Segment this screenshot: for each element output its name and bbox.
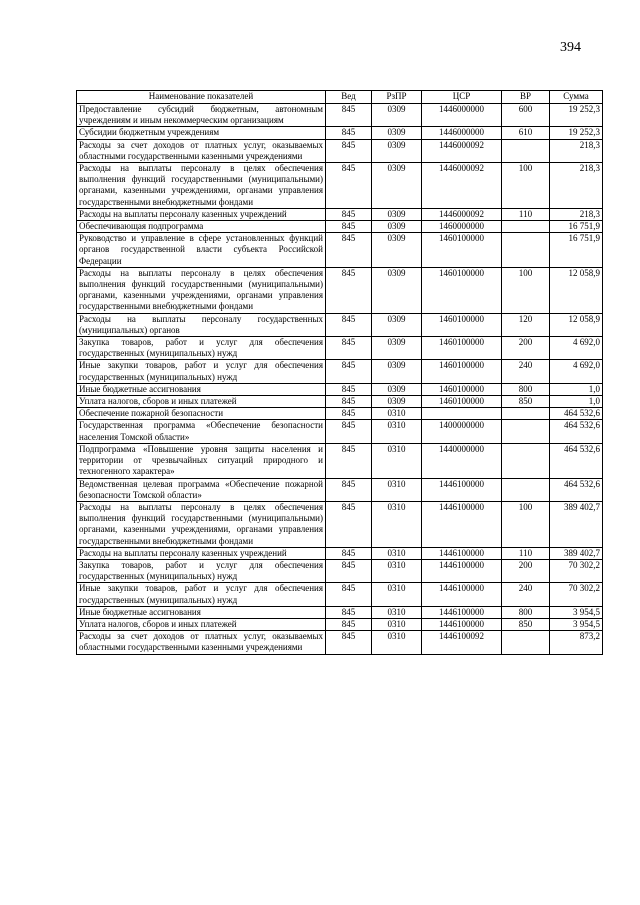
cell-vr [502, 443, 550, 478]
cell-csr: 1460100000 [422, 337, 502, 360]
cell-rzpr: 0309 [372, 337, 422, 360]
table-row [77, 337, 603, 360]
cell-csr: 1460100000 [422, 313, 502, 336]
cell-vr: 850 [502, 618, 550, 630]
cell-sum: 12 058,9 [550, 313, 603, 336]
cell-name: Уплата налогов, сборов и иных платежей [77, 618, 326, 630]
cell-name: Иные закупки товаров, работ и услуг для обеспечения государственных (муниципальных) нужд [77, 360, 326, 383]
column-header-csr: ЦСР [422, 91, 502, 104]
column-header-name: Наименование показателей [77, 91, 326, 104]
cell-name: Расходы за счет доходов от платных услуг, оказываемых областными государственными казенными учреждениями [77, 631, 326, 654]
cell-rzpr: 0310 [372, 583, 422, 606]
cell-rzpr: 0310 [372, 547, 422, 559]
cell-rzpr: 0310 [372, 501, 422, 547]
cell-rzpr: 0309 [372, 139, 422, 162]
cell-sum: 464 532,6 [550, 443, 603, 478]
cell-sum: 70 302,2 [550, 583, 603, 606]
cell-ved: 845 [326, 360, 372, 383]
cell-sum: 464 532,6 [550, 420, 603, 443]
cell-rzpr: 0310 [372, 408, 422, 420]
cell-name: Уплата налогов, сборов и иных платежей [77, 396, 326, 408]
cell-ved: 845 [326, 631, 372, 654]
cell-sum: 218,3 [550, 163, 603, 209]
cell-vr [502, 408, 550, 420]
cell-rzpr: 0310 [372, 618, 422, 630]
cell-rzpr: 0309 [372, 163, 422, 209]
cell-csr: 1460100000 [422, 360, 502, 383]
cell-name: Расходы на выплаты персоналу казенных учреждений [77, 547, 326, 559]
cell-ved: 845 [326, 408, 372, 420]
cell-name: Иные бюджетные ассигнования [77, 606, 326, 618]
cell-csr: 1446000000 [422, 127, 502, 139]
table-row [77, 443, 603, 478]
cell-name: Расходы на выплаты персоналу в целях обеспечения выполнения функций государственными (муниципальными) органами, казенными учреждениями, органами управления государственными внебюджетными фондами [77, 267, 326, 313]
cell-ved: 845 [326, 559, 372, 582]
cell-csr: 1446100000 [422, 606, 502, 618]
cell-vr: 110 [502, 208, 550, 220]
cell-ved: 845 [326, 267, 372, 313]
cell-ved: 845 [326, 501, 372, 547]
cell-ved: 845 [326, 139, 372, 162]
table-row [77, 267, 603, 313]
cell-name: Предоставление субсидий бюджетным, автономным учреждениям и иным некоммерческим организациям [77, 104, 326, 127]
cell-ved: 845 [326, 478, 372, 501]
cell-name: Ведомственная целевая программа «Обеспечение пожарной безопасности Томской области» [77, 478, 326, 501]
cell-vr: 120 [502, 313, 550, 336]
cell-name: Иные бюджетные ассигнования [77, 383, 326, 395]
table-row [77, 618, 603, 630]
cell-csr: 1446000092 [422, 208, 502, 220]
cell-csr: 1446100000 [422, 583, 502, 606]
cell-csr: 1460100000 [422, 396, 502, 408]
cell-csr: 1446100092 [422, 631, 502, 654]
table-row [77, 163, 603, 209]
cell-csr: 1446100000 [422, 547, 502, 559]
cell-rzpr: 0309 [372, 313, 422, 336]
cell-sum: 3 954,5 [550, 618, 603, 630]
cell-vr [502, 478, 550, 501]
cell-sum: 464 532,6 [550, 478, 603, 501]
table-row [77, 547, 603, 559]
page-number: 394 [560, 40, 581, 55]
cell-vr [502, 221, 550, 233]
cell-rzpr: 0310 [372, 420, 422, 443]
cell-rzpr: 0309 [372, 383, 422, 395]
table-row [77, 233, 603, 268]
cell-sum: 4 692,0 [550, 360, 603, 383]
cell-rzpr: 0310 [372, 631, 422, 654]
cell-rzpr: 0309 [372, 396, 422, 408]
cell-sum: 1,0 [550, 383, 603, 395]
table-row [77, 396, 603, 408]
budget-table [76, 90, 603, 655]
cell-sum: 389 402,7 [550, 501, 603, 547]
table-row [77, 408, 603, 420]
cell-rzpr: 0309 [372, 104, 422, 127]
cell-rzpr: 0309 [372, 221, 422, 233]
cell-vr: 610 [502, 127, 550, 139]
cell-sum: 464 532,6 [550, 408, 603, 420]
cell-sum: 16 751,9 [550, 221, 603, 233]
cell-ved: 845 [326, 383, 372, 395]
cell-ved: 845 [326, 104, 372, 127]
cell-rzpr: 0309 [372, 267, 422, 313]
cell-vr: 100 [502, 163, 550, 209]
cell-csr: 1460100000 [422, 233, 502, 268]
table-row [77, 313, 603, 336]
cell-vr: 850 [502, 396, 550, 408]
table-row [77, 420, 603, 443]
cell-vr [502, 631, 550, 654]
cell-name: Закупка товаров, работ и услуг для обеспечения государственных (муниципальных) нужд [77, 337, 326, 360]
cell-rzpr: 0309 [372, 127, 422, 139]
table-row [77, 360, 603, 383]
table-body [77, 104, 603, 655]
table-header-row [77, 91, 603, 104]
cell-vr: 240 [502, 360, 550, 383]
cell-ved: 845 [326, 127, 372, 139]
cell-vr: 200 [502, 559, 550, 582]
column-header-ved: Вед [326, 91, 372, 104]
cell-ved: 845 [326, 208, 372, 220]
cell-name: Обеспечение пожарной безопасности [77, 408, 326, 420]
table-row [77, 383, 603, 395]
cell-vr [502, 139, 550, 162]
table-row [77, 139, 603, 162]
cell-sum: 218,3 [550, 208, 603, 220]
cell-name: Подпрограмма «Повышение уровня защиты населения и территории от чрезвычайных ситуаций природного и техногенного характера» [77, 443, 326, 478]
cell-name: Обеспечивающая подпрограмма [77, 221, 326, 233]
cell-sum: 4 692,0 [550, 337, 603, 360]
column-header-sum: Сумма [550, 91, 603, 104]
table-row [77, 631, 603, 654]
cell-sum: 19 252,3 [550, 127, 603, 139]
cell-name: Руководство и управление в сфере установленных функций органов государственной власти субъекта Российской Федерации [77, 233, 326, 268]
cell-vr: 600 [502, 104, 550, 127]
cell-rzpr: 0309 [372, 233, 422, 268]
cell-rzpr: 0310 [372, 559, 422, 582]
cell-csr: 1460000000 [422, 221, 502, 233]
cell-name: Расходы на выплаты персоналу казенных учреждений [77, 208, 326, 220]
table-row [77, 104, 603, 127]
cell-csr [422, 408, 502, 420]
cell-sum: 19 252,3 [550, 104, 603, 127]
cell-rzpr: 0310 [372, 478, 422, 501]
cell-csr: 1446100000 [422, 559, 502, 582]
cell-sum: 70 302,2 [550, 559, 603, 582]
cell-name: Расходы на выплаты персоналу в целях обеспечения выполнения функций государственными (муниципальными) органами, казенными учреждениями, органами управления государственными внебюджетными фондами [77, 501, 326, 547]
cell-name: Субсидии бюджетным учреждениям [77, 127, 326, 139]
cell-csr: 1440000000 [422, 443, 502, 478]
cell-ved: 845 [326, 163, 372, 209]
cell-rzpr: 0309 [372, 360, 422, 383]
table-row [77, 478, 603, 501]
cell-ved: 845 [326, 547, 372, 559]
cell-vr: 800 [502, 383, 550, 395]
cell-vr: 800 [502, 606, 550, 618]
cell-csr: 1446000092 [422, 139, 502, 162]
cell-name: Закупка товаров, работ и услуг для обеспечения государственных (муниципальных) нужд [77, 559, 326, 582]
cell-csr: 1446100000 [422, 501, 502, 547]
cell-vr [502, 233, 550, 268]
cell-name: Расходы за счет доходов от платных услуг, оказываемых областными государственными казенными учреждениями [77, 139, 326, 162]
cell-name: Иные закупки товаров, работ и услуг для обеспечения государственных (муниципальных) нужд [77, 583, 326, 606]
table-row [77, 127, 603, 139]
cell-vr: 240 [502, 583, 550, 606]
table-row [77, 606, 603, 618]
cell-csr: 1446100000 [422, 478, 502, 501]
cell-vr: 200 [502, 337, 550, 360]
cell-name: Расходы на выплаты персоналу в целях обеспечения выполнения функций государственными (муниципальными) органами, казенными учреждениями, органами управления государственными внебюджетными фондами [77, 163, 326, 209]
cell-vr: 100 [502, 267, 550, 313]
cell-csr: 1400000000 [422, 420, 502, 443]
table-row [77, 208, 603, 220]
cell-ved: 845 [326, 618, 372, 630]
table-row [77, 221, 603, 233]
cell-ved: 845 [326, 337, 372, 360]
cell-csr: 1446000092 [422, 163, 502, 209]
cell-ved: 845 [326, 233, 372, 268]
table-row [77, 501, 603, 547]
cell-sum: 16 751,9 [550, 233, 603, 268]
cell-ved: 845 [326, 396, 372, 408]
cell-vr: 110 [502, 547, 550, 559]
cell-name: Государственная программа «Обеспечение безопасности населения Томской области» [77, 420, 326, 443]
cell-rzpr: 0309 [372, 208, 422, 220]
table-row [77, 583, 603, 606]
cell-rzpr: 0310 [372, 443, 422, 478]
column-header-rzpr: РзПР [372, 91, 422, 104]
cell-ved: 845 [326, 583, 372, 606]
cell-sum: 3 954,5 [550, 606, 603, 618]
cell-csr: 1446100000 [422, 618, 502, 630]
cell-vr [502, 420, 550, 443]
cell-ved: 845 [326, 606, 372, 618]
cell-ved: 845 [326, 221, 372, 233]
cell-name: Расходы на выплаты персоналу государственных (муниципальных) органов [77, 313, 326, 336]
cell-vr: 100 [502, 501, 550, 547]
cell-csr: 1446000000 [422, 104, 502, 127]
cell-sum: 1,0 [550, 396, 603, 408]
cell-ved: 845 [326, 313, 372, 336]
cell-sum: 12 058,9 [550, 267, 603, 313]
cell-rzpr: 0310 [372, 606, 422, 618]
cell-csr: 1460100000 [422, 267, 502, 313]
cell-sum: 218,3 [550, 139, 603, 162]
cell-ved: 845 [326, 420, 372, 443]
cell-sum: 389 402,7 [550, 547, 603, 559]
cell-sum: 873,2 [550, 631, 603, 654]
column-header-vr: ВР [502, 91, 550, 104]
cell-csr: 1460100000 [422, 383, 502, 395]
cell-ved: 845 [326, 443, 372, 478]
table-row [77, 559, 603, 582]
